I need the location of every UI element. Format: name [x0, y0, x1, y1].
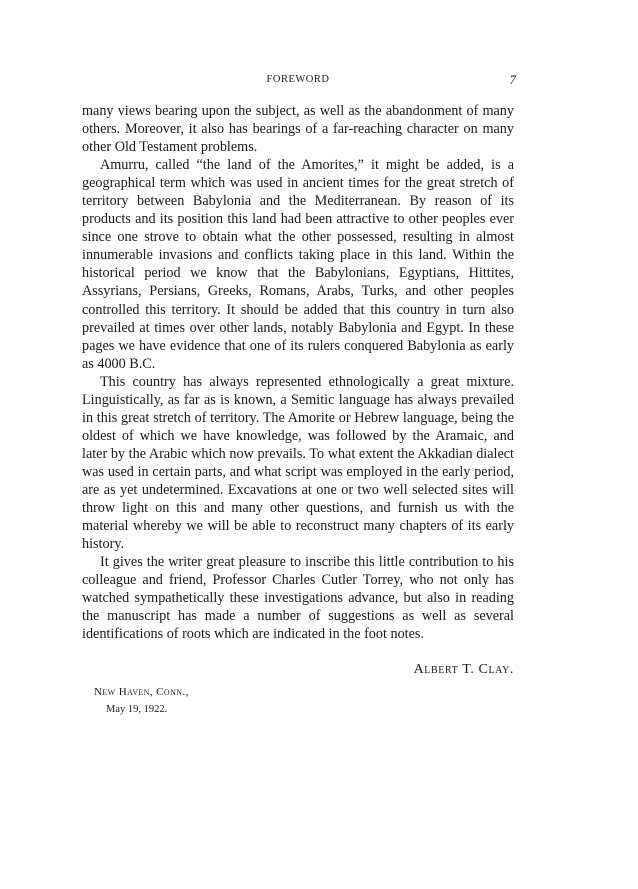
page-number: 7 — [509, 72, 516, 87]
dateline-date: May 19, 1922. — [106, 704, 168, 715]
dateline-place: New Haven, Conn., — [94, 686, 189, 698]
dateline — [94, 684, 189, 718]
paragraph-ethnology: This country has always represented ethnologically a great mixture. Linguistically, as far as is known, a Semitic language has always prevailed in this great stretch of territory. The Amorite or Hebrew language, being the oldest of which we have knowledge, was followed by the Aramaic, and later by the Arabic which now prevails. To what extent the Akkadian dialect was used in certain parts, and what script was employed in the early period, are as yet undetermined. Excavations at one or two well selected sites will throw light on this and many other questions, and furnish us with the material whereby we will be able to reconstruct many chapters of its early history. — [82, 373, 514, 553]
running-header — [82, 74, 514, 90]
author-signature: Albert T. Clay. — [413, 662, 514, 677]
body-text — [82, 102, 514, 643]
paragraph-amurru: Amurru, called “the land of the Amorites,” it might be added, is a geographical term which was used in ancient times for the great stretch of territory between Babylonia and the Mediterranean. By reason of its products and its position this land had been attractive to other peoples ever since one strove to obtain what the other possessed, resulting in almost innumerable invasions and conflicts taking place in this land. Within the historical period we know that the Babylonians, Egyptians, Hittites, Assyrians, Persians, Greeks, Romans, Arabs, Turks, and other peoples controlled this territory. It should be added that this country in turn also prevailed at times over other lands, notably Babylonia and Egypt. In these pages we have evidence that one of its rulers conquered Babylonia as early as 4000 B.C. — [82, 157, 514, 372]
paragraph-dedication: It gives the writer great pleasure to inscribe this little contribution to his colleague and friend, Professor Charles Cutler Torrey, who not only has watched sympathetically these investigations advance, but also in reading the manuscript has made a number of suggestions as well as several identifications of roots which are indicated in the foot notes. — [82, 554, 514, 643]
paragraph-continuation: many views bearing upon the subject, as well as the abandonment of many others. Moreover, it also has bearings of a far-reaching character on many other Old Testament problems. — [82, 103, 514, 156]
running-title: FOREWORD — [266, 74, 330, 85]
